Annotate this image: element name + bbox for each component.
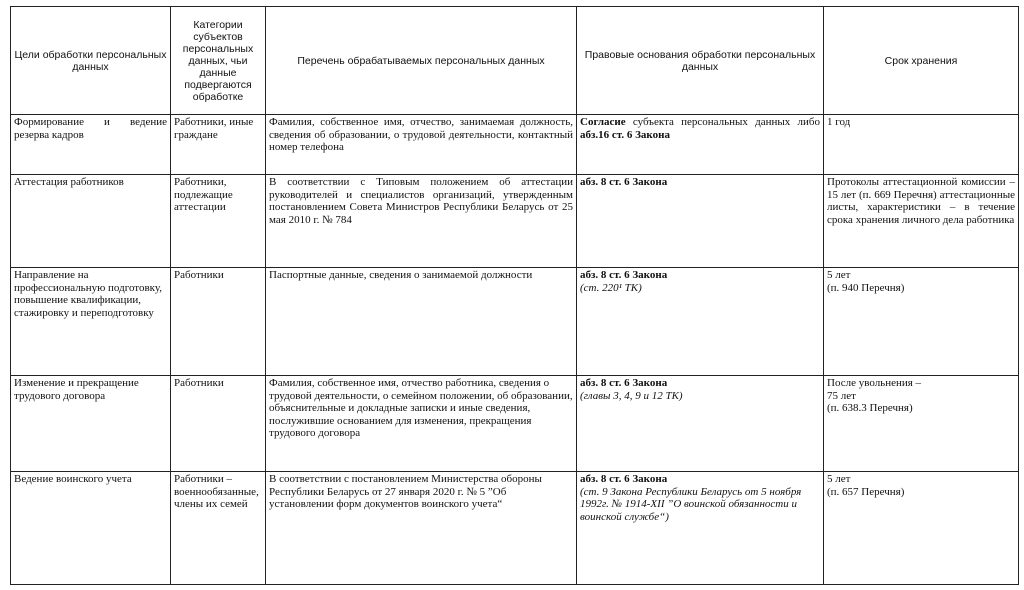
basis-italic: (главы 3, 4, 9 и 12 ТК) bbox=[580, 389, 683, 402]
personal-data-processing-table bbox=[10, 6, 1019, 585]
header-legal-basis: Правовые основания обработки персональных данных bbox=[577, 7, 824, 115]
cell-purpose: Аттестация работников bbox=[11, 175, 171, 268]
cell-purpose: Направление на профессиональную подготовку, повышение квалификации, стажировку и переподготовку bbox=[11, 268, 171, 376]
cell-term bbox=[824, 376, 1019, 472]
basis-bold: Согласие bbox=[580, 116, 626, 128]
table-row bbox=[11, 268, 1019, 376]
cell-data: Фамилия, собственное имя, отчество работника, сведения о трудовой деятельности, о семейном положении, об образовании, объяснительные и докладные записки и иные сведения, послужившие основанием для изменения, прекращения трудового договора bbox=[266, 376, 577, 472]
table-row bbox=[11, 472, 1019, 585]
cell-purpose: Ведение воинского учета bbox=[11, 472, 171, 585]
cell-term bbox=[824, 472, 1019, 585]
table-row bbox=[11, 115, 1019, 175]
header-data-list: Перечень обрабатываемых персональных данных bbox=[266, 7, 577, 115]
cell-basis bbox=[577, 472, 824, 585]
header-retention-term: Срок хранения bbox=[824, 7, 1019, 115]
basis-bold: абз. 8 ст. 6 Закона bbox=[580, 377, 668, 389]
term-line: 5 лет bbox=[827, 269, 851, 281]
cell-data: Паспортные данные, сведения о занимаемой должности bbox=[266, 268, 577, 376]
basis-bold: абз. 8 ст. 6 Закона bbox=[580, 269, 668, 281]
table-row bbox=[11, 175, 1019, 268]
cell-data: В соответствии с постановлением Министерства обороны Республики Беларусь от 27 января 2020 г. № 5 ”Об установлении форм документов воинского учета“ bbox=[266, 472, 577, 585]
cell-data: В соответствии с Типовым положением об аттестации руководителей и специалистов организаций, утвержденным постановлением Совета Министров Республики Беларусь от 25 мая 2010 г. № 784 bbox=[266, 175, 577, 268]
basis-bold: абз. 8 ст. 6 Закона bbox=[580, 176, 668, 188]
cell-purpose: Изменение и прекращение трудового договора bbox=[11, 376, 171, 472]
cell-term bbox=[824, 268, 1019, 376]
cell-data: Фамилия, собственное имя, отчество, занимаемая должность, сведения об образовании, о трудовой деятельности, контактный номер телефона bbox=[266, 115, 577, 175]
basis-italic: (ст. 220¹ ТК) bbox=[580, 281, 642, 294]
cell-subjects: Работники bbox=[171, 376, 266, 472]
header-row bbox=[11, 7, 1019, 115]
basis-italic: (ст. 9 Закона Республики Беларусь от 5 ноября 1992г. № 1914-XII ”О воинской обязанности и воинской службе“) bbox=[580, 485, 802, 523]
cell-basis bbox=[577, 175, 824, 268]
term-line: 75 лет bbox=[827, 389, 856, 402]
term-line: (п. 657 Перечня) bbox=[827, 485, 905, 498]
cell-purpose: Формирование и ведение резерва кадров bbox=[11, 115, 171, 175]
header-subjects: Категории субъектов персональных данных, чьи данные подвергаются обработке bbox=[171, 7, 266, 115]
term-line: 5 лет bbox=[827, 473, 851, 485]
basis-bold: абз. 8 ст. 6 Закона bbox=[580, 473, 668, 485]
cell-subjects: Работники bbox=[171, 268, 266, 376]
cell-term: 1 год bbox=[824, 115, 1019, 175]
cell-basis bbox=[577, 376, 824, 472]
basis-bold: абз.16 ст. 6 Закона bbox=[580, 128, 670, 141]
cell-subjects: Работники, иные граждане bbox=[171, 115, 266, 175]
cell-term: Протоколы аттестационной комиссии – 15 лет (п. 669 Перечня) аттестационные листы, характеристики – в течение срока хранения личного дела работника bbox=[824, 175, 1019, 268]
term-line: (п. 638.3 Перечня) bbox=[827, 402, 913, 414]
cell-subjects: Работники, подлежащие аттестации bbox=[171, 175, 266, 268]
table-row bbox=[11, 376, 1019, 472]
term-line: (п. 940 Перечня) bbox=[827, 281, 905, 294]
header-purpose: Цели обработки персональных данных bbox=[11, 7, 171, 115]
cell-basis bbox=[577, 268, 824, 376]
term-line: После увольнения – bbox=[827, 377, 922, 389]
basis-text: субъекта персональных данных либо bbox=[625, 116, 820, 128]
cell-basis bbox=[577, 115, 824, 175]
cell-subjects: Работники – военнообязанные, члены их семей bbox=[171, 472, 266, 585]
